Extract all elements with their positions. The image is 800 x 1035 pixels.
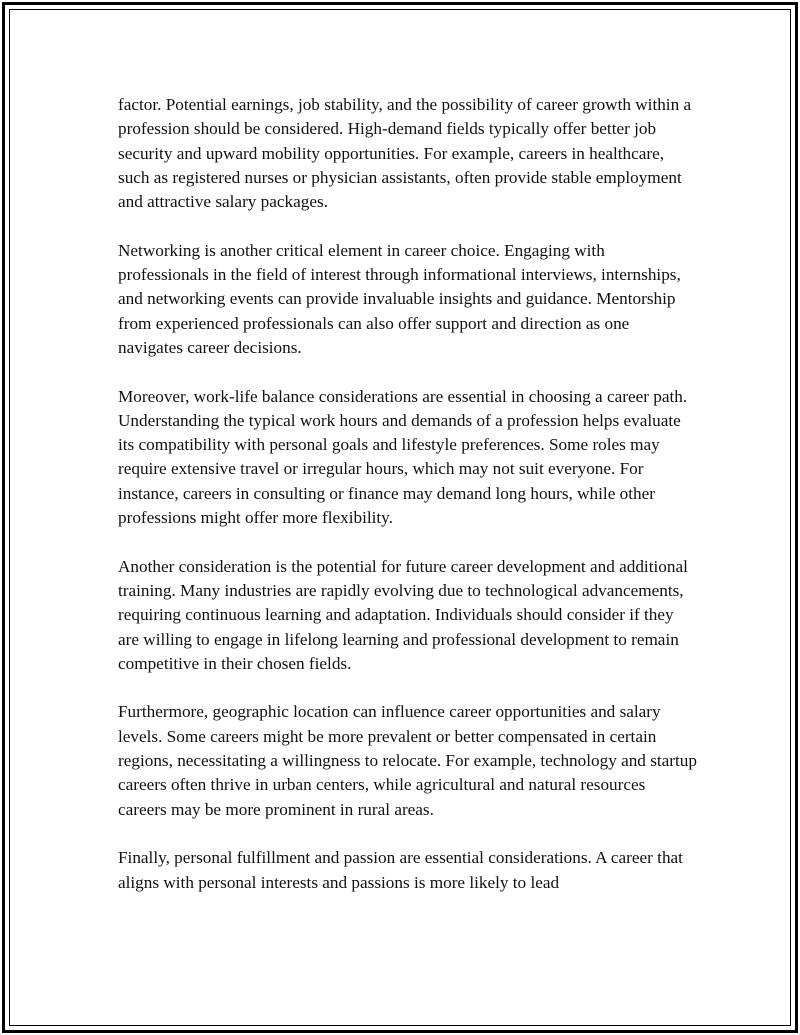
paragraph-work-life-balance: Moreover, work-life balance considerations are essential in choosing a career path. Understanding the typical work hours and demands of a profession helps evaluate its compatibility with personal goals and lifestyle preferences. Some roles may require extensive travel or irregular hours, which may not suit everyone. For instance, careers in consulting or finance may demand long hours, while other professions might offer more flexibility. <box>118 386 688 528</box>
paragraph-earnings: factor. Potential earnings, job stability, and the possibility of career growth within a profession should be considered. High-demand fields typically offer better job security and upward mobility opportunities. For example, careers in healthcare, such as registered nurses or physician assistants, often provide stable employment and attractive salary packages. <box>118 95 692 212</box>
document-body <box>118 93 698 919</box>
paragraph-networking: Networking is another critical element in career choice. Engaging with professionals in the field of interest through informational interviews, internships, and networking events can provide invaluable insights and guidance. Mentorship from experienced professionals can also offer support and direction as one navigates career decisions. <box>118 240 681 357</box>
paragraph-personal-fulfillment: Finally, personal fulfillment and passion are essential considerations. A career that aligns with personal interests and passions is more likely to lead <box>118 848 683 892</box>
paragraph-geographic-location: Furthermore, geographic location can influence career opportunities and salary levels. Some careers might be more prevalent or better compensated in certain regions, necessitating a willingness to relocate. For example, technology and startup careers often thrive in urban centers, while agricultural and natural resources careers may be more prominent in rural areas. <box>118 702 697 819</box>
paragraph-career-development: Another consideration is the potential for future career development and additional training. Many industries are rapidly evolving due to technological advancements, requiring continuous learning and adaptation. Individuals should consider if they are willing to engage in lifelong learning and professional development to remain competitive in their chosen fields. <box>118 556 688 673</box>
